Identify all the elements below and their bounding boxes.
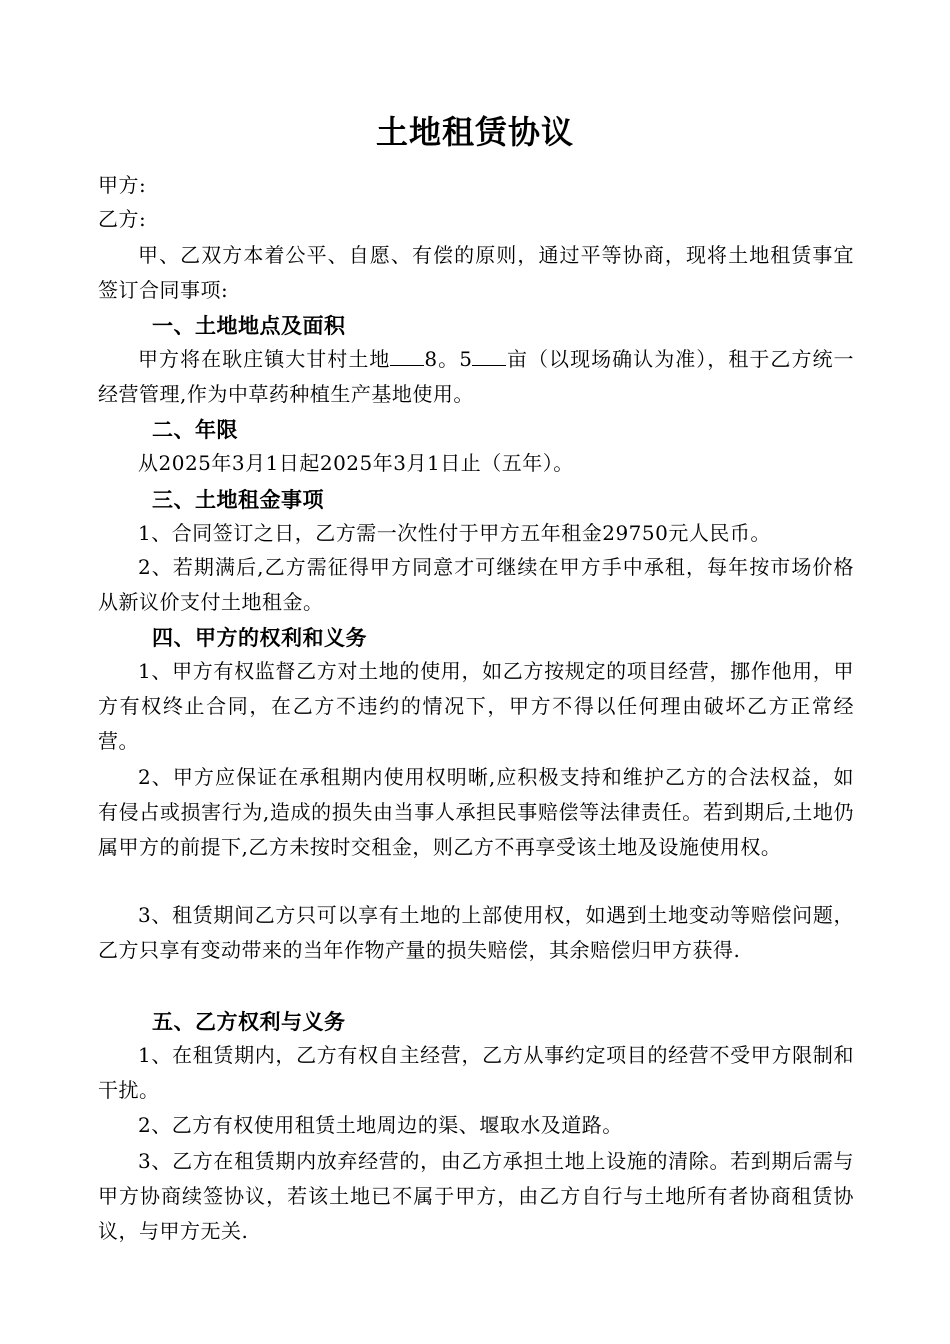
section-3-item-2: 2、若期满后,乙方需征得甲方同意才可继续在甲方手中承租，每年按市场价格从新议价支付土地租金。 [98,555,854,614]
section-5-item-3: 3、乙方在租赁期内放弃经营的，由乙方承担土地上设施的清除。若到期后需与甲方协商续签协议，若该土地已不属于甲方，由乙方自行与土地所有者协商租赁协议，与甲方无关. [98,1149,854,1243]
intro-paragraph: 甲、乙双方本着公平、自愿、有偿的原则，通过平等协商，现将土地租赁事宜签订合同事项: [98,243,854,302]
section-4-item-3: 3、租赁期间乙方只可以享有土地的上部使用权，如遇到土地变动等赔偿问题，乙方只享有变动带来的当年作物产量的损失赔偿，其余赔偿归甲方获得. [98,903,854,962]
section-4-item-2: 2、甲方应保证在承租期内使用权明晰,应积极支持和维护乙方的合法权益，如有侵占或损害行为,造成的损失由当事人承担民事赔偿等法律责任。若到期后,土地仍属甲方的前提下,乙方未按时交租金，则乙方不再享受该土地及设施使用权。 [98,765,854,859]
party-b-label: 乙方: [98,207,147,231]
section-2-paragraph: 从2025年3月1日起2025年3月1日止（五年）。 [138,451,574,475]
section-5-item-2: 2、乙方有权使用租赁土地周边的渠、堰取水及道路。 [138,1113,623,1137]
section-5-item-1: 1、在租赁期内，乙方有权自主经营，乙方从事约定项目的经营不受甲方限制和干扰。 [98,1043,854,1102]
section-4-heading: 四、甲方的权利和义务 [152,625,367,650]
section-2-heading: 二、年限 [152,417,238,442]
area-blank-left [390,365,424,366]
section-1-heading: 一、土地地点及面积 [152,313,346,338]
section-4-item-1: 1、甲方有权监督乙方对土地的使用，如乙方按规定的项目经营，挪作他用，甲方有权终止合同，在乙方不违约的情况下，甲方不得以任何理由破坏乙方正常经营。 [98,659,854,753]
section-1-text-post: 亩（以现场确认为准），租于乙方统一经营管理,作为中草药种植生产基地使用。 [98,347,855,406]
section-5-heading: 五、乙方权利与义务 [152,1009,346,1034]
party-a-label: 甲方: [98,173,147,197]
section-3-heading: 三、土地租金事项 [152,487,324,512]
area-blank-right [472,365,506,366]
document-title: 土地租赁协议 [375,113,574,151]
section-1-paragraph [98,342,854,412]
area-value: 8。5 [424,347,473,371]
section-3-item-1: 1、合同签订之日，乙方需一次性付于甲方五年租金29750元人民币。 [138,521,771,545]
section-1-text-pre: 甲方将在耿庄镇大甘村土地 [138,347,391,371]
